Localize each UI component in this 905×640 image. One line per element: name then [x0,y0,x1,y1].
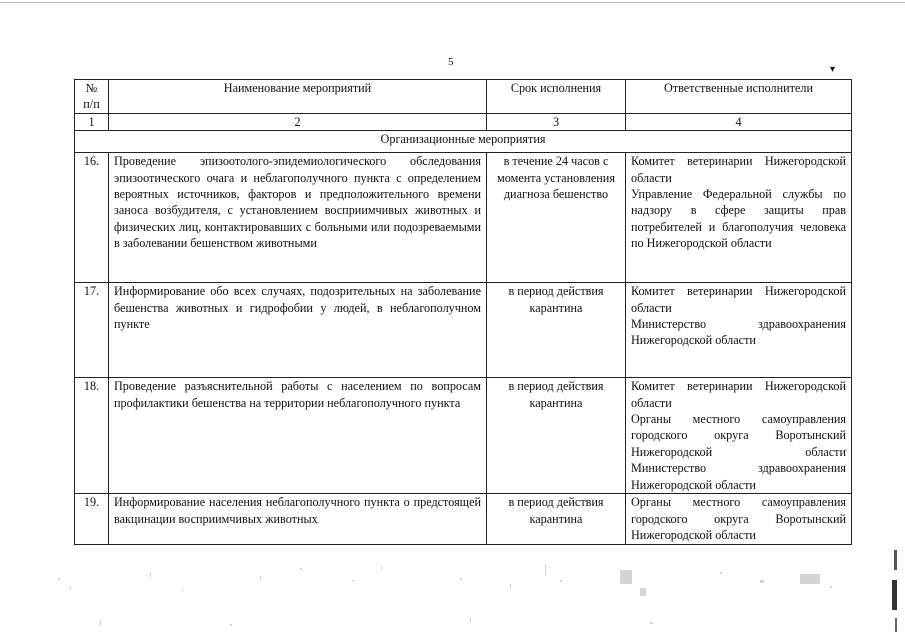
executors-cell [626,283,852,378]
table-row [75,283,852,378]
measures-table [74,79,852,545]
deadline: в течение 24 часов с момента установления диагноза бешенство [487,153,626,283]
header-number: № п/п [75,80,109,114]
column-number: 3 [487,113,626,130]
measure-name: Информирование обо всех случаях, подозрительных на заболевание бешенства животных и гидрофобии у людей, в неблагополучном пункте [109,283,487,378]
deadline: в период действия карантина [487,378,626,494]
table-row [75,153,852,283]
measure-name: Проведение разъяснительной работы с населением по вопросам профилактики бешенства на территории неблагополучного пункта [109,378,487,494]
section-row [75,131,852,153]
table-row [75,378,852,494]
row-number: 19. [75,494,109,545]
header-measure-name: Наименование мероприятий [109,80,487,114]
executors-cell [626,494,852,545]
table-header-row [75,80,852,114]
scan-artifacts [0,560,905,640]
header-deadline: Срок исполнения [487,80,626,114]
page-number: 5 [448,56,454,68]
corner-mark: ▾ [830,64,836,75]
row-number: 18. [75,378,109,494]
column-number: 4 [626,113,852,130]
deadline: в период действия карантина [487,283,626,378]
header-executors: Ответственные исполнители [626,80,852,114]
executor: Министерство здравоохранения Нижегородской области [631,461,846,492]
row-number: 17. [75,283,109,378]
row-number: 16. [75,153,109,283]
executor: Комитет ветеринарии Нижегородской области [631,379,846,410]
measure-name: Проведение эпизоотолого-эпидемиологического обследования эпизоотического очага и неблагополучного пункта с определением вероятных источников, факторов и предположительного времени заноса возбудителя, с установлением восприимчивых животных и физических лиц, контактировавших с больными или подозреваемыми в заболевании бешенством животными [109,153,487,283]
executor: Министерство здравоохранения Нижегородской области [631,317,846,348]
deadline: в период действия карантина [487,494,626,545]
executor: Органы местного самоуправления городского округа Воротынский Нижегородской области [631,495,846,543]
section-title: Организационные мероприятия [75,131,852,153]
scan-top-rule [0,2,905,3]
executor: Органы местного самоуправления городского округа Воротынский Нижегородской области [631,412,846,459]
measure-name: Информирование населения неблагополучного пункта о предстоящей вакцинации восприимчивых животных [109,494,487,545]
executors-cell [626,378,852,494]
scan-edge-mark [886,540,904,640]
executor: Управление Федеральной службы по надзору в сфере защиты прав потребителей и благополучия человека по Нижегородской области [631,187,846,251]
executors-cell [626,153,852,283]
column-number-row [75,113,852,130]
column-number: 1 [75,113,109,130]
table-row [75,494,852,545]
column-number: 2 [109,113,487,130]
executor: Комитет ветеринарии Нижегородской области [631,284,846,315]
executor: Комитет ветеринарии Нижегородской области [631,154,846,185]
